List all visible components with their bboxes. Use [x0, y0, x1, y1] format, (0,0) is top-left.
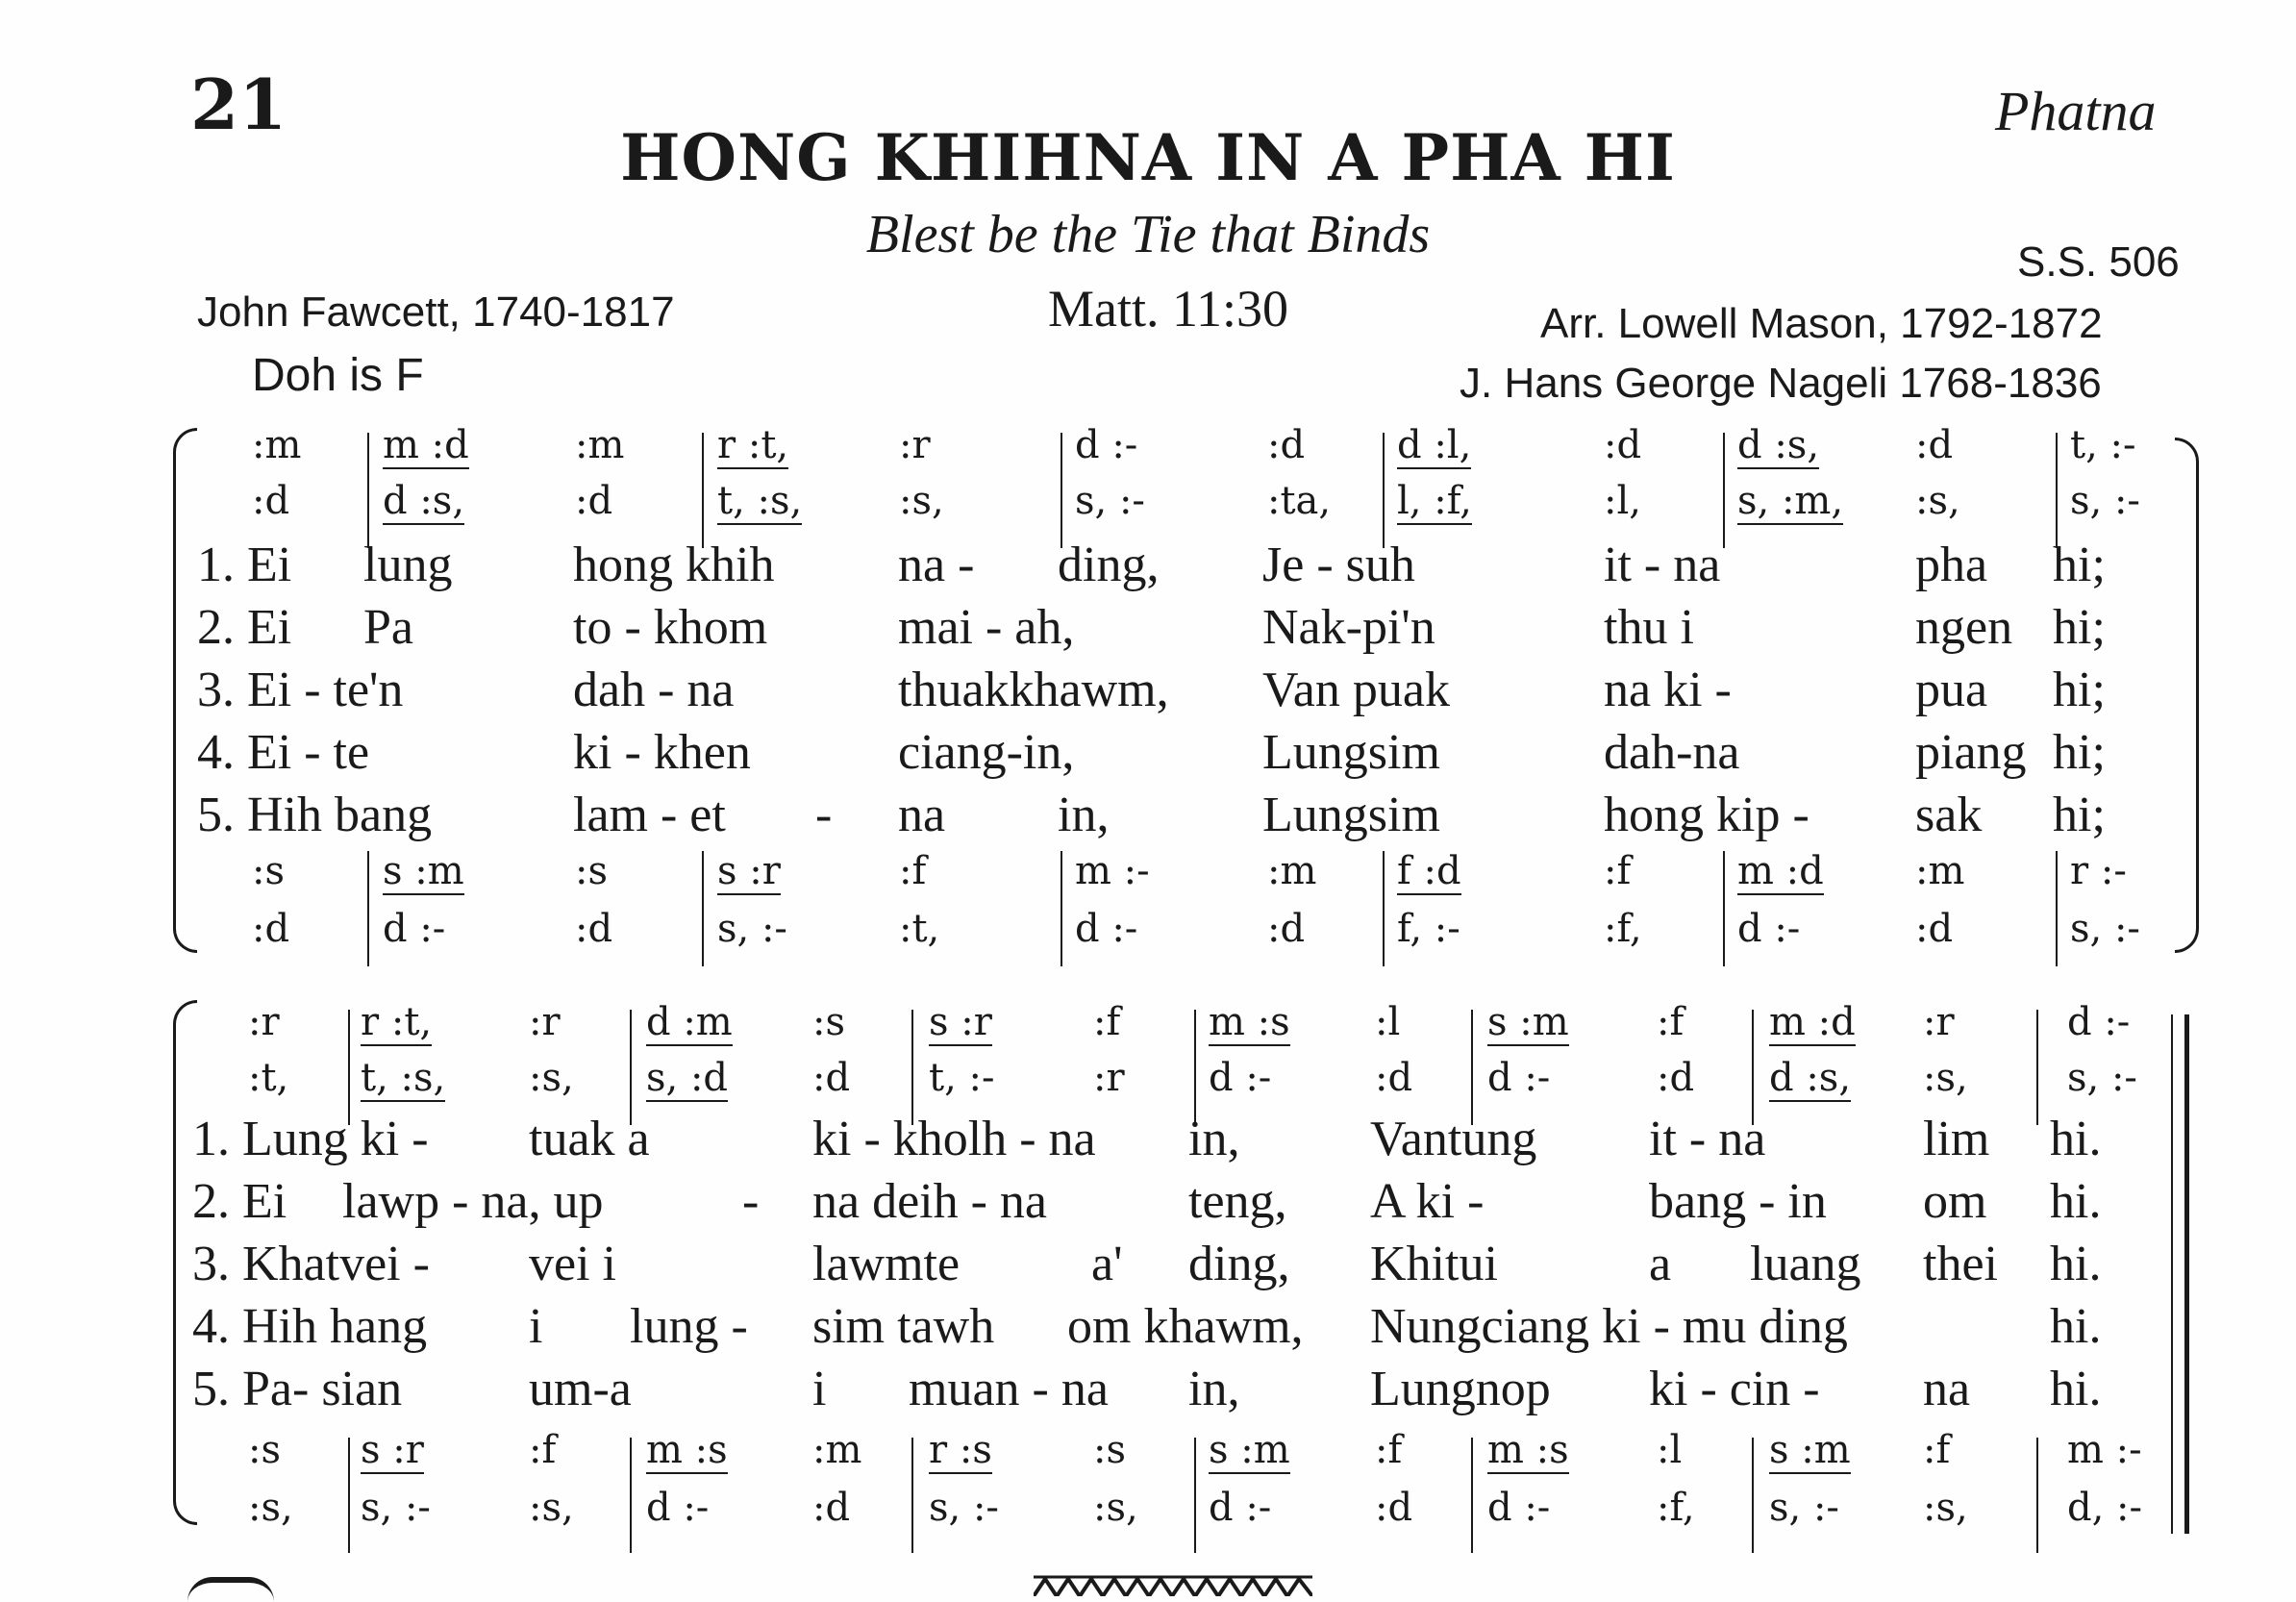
lyric-word: hi. — [2050, 1174, 2102, 1229]
verse-2-lyrics — [0, 599, 2296, 657]
bass-line — [0, 1486, 2296, 1543]
note: m :- — [1075, 849, 1150, 893]
note: :d — [252, 479, 290, 523]
decorative-ornament — [1034, 1573, 1312, 1596]
note: :s — [812, 1000, 846, 1044]
note: :f — [899, 849, 927, 893]
verse-1-lyrics — [0, 1111, 2296, 1168]
note: :m — [252, 423, 302, 467]
note: :s, — [529, 1486, 574, 1530]
note: :l, — [1604, 479, 1641, 523]
verse-4-lyrics — [0, 1298, 2296, 1356]
note: :r — [1923, 1000, 1955, 1044]
lyric-word: om — [1923, 1174, 1987, 1229]
lyric-word: na ki - — [1604, 663, 1732, 717]
note: d :- — [1487, 1486, 1551, 1530]
lyric-word: om khawm, — [1067, 1299, 1304, 1354]
lyric-word: 1. Ei — [197, 538, 292, 592]
note: :f, — [1604, 907, 1642, 951]
lyric-word: - — [742, 1174, 760, 1229]
lyric-word: luang — [1750, 1237, 1861, 1291]
lyric-word: hi; — [2053, 663, 2106, 717]
lyric-word: thu i — [1604, 600, 1694, 655]
note: d :m — [646, 1000, 733, 1044]
lyric-word: ding, — [1188, 1237, 1290, 1291]
note: :d — [575, 907, 613, 951]
note: :s, — [248, 1486, 293, 1530]
lyric-word: sak — [1915, 788, 1983, 842]
arranger-credit: Arr. Lowell Mason, 1792-1872 — [1540, 300, 2103, 347]
lyric-word: hi. — [2050, 1362, 2102, 1416]
note: :t, — [899, 907, 940, 951]
note: t, :- — [2070, 423, 2136, 467]
note: d :- — [1075, 423, 1138, 467]
lyric-word: ding, — [1058, 538, 1160, 592]
lyric-word: A ki - — [1370, 1174, 1485, 1229]
verse-5-lyrics — [0, 1361, 2296, 1418]
note: r :t, — [717, 423, 789, 467]
note: s, :- — [2070, 907, 2140, 951]
lyric-word: 4. Ei - te — [197, 725, 370, 780]
lyric-word: in, — [1188, 1112, 1240, 1166]
note: :s — [252, 849, 286, 893]
lyric-word: mai - ah, — [898, 600, 1075, 655]
lyric-word: Lungsim — [1262, 788, 1440, 842]
note: d :- — [1737, 907, 1801, 951]
alto-line — [0, 1056, 2296, 1114]
lyric-word: hi; — [2053, 600, 2106, 655]
note: s :m — [1769, 1428, 1851, 1472]
lyric-word: Pa — [363, 600, 413, 655]
note: d, :- — [2067, 1486, 2143, 1530]
note: :r — [529, 1000, 561, 1044]
note: :f — [1604, 849, 1632, 893]
note: f, :- — [1397, 907, 1460, 951]
note: s, :- — [1075, 479, 1145, 523]
lyric-word: na — [898, 788, 946, 842]
lyric-word: in, — [1058, 788, 1110, 842]
note: t, :s, — [361, 1056, 446, 1100]
lyric-word: hi; — [2053, 538, 2106, 592]
lyric-word: na deih - na — [812, 1174, 1048, 1229]
lyric-word: dah - na — [573, 663, 735, 717]
note: :r — [899, 423, 931, 467]
lyric-word: Lungsim — [1262, 725, 1440, 780]
note: s, :- — [2070, 479, 2140, 523]
note: f :d — [1397, 849, 1461, 893]
lyric-word: thei — [1923, 1237, 1998, 1291]
lyric-word: vei i — [529, 1237, 616, 1291]
note: s, :- — [929, 1486, 999, 1530]
note: :d — [252, 907, 290, 951]
bass-line — [0, 907, 2296, 964]
note: d :s, — [1737, 423, 1820, 467]
note: s, :- — [1769, 1486, 1839, 1530]
note: :f — [529, 1428, 557, 1472]
lyric-word: 3. Ei - te'n — [197, 663, 404, 717]
hymn-subtitle: Blest be the Tie that Binds — [865, 205, 1431, 264]
music-system-1 — [0, 423, 2296, 981]
note: :d — [1915, 907, 1954, 951]
verse-2-lyrics — [0, 1173, 2296, 1231]
note: :d — [1375, 1486, 1413, 1530]
lyric-word: it - na — [1604, 538, 1721, 592]
verse-5-lyrics — [0, 787, 2296, 844]
note: d :- — [383, 907, 446, 951]
lyric-word: 2. Ei — [197, 600, 292, 655]
lyric-word: pua — [1915, 663, 1988, 717]
lyric-word: in, — [1188, 1362, 1240, 1416]
note: d :- — [2067, 1000, 2131, 1044]
lyric-word: hong kip - — [1604, 788, 1809, 842]
lyric-word: lawmte — [812, 1237, 961, 1291]
lyric-word: Je - suh — [1262, 538, 1415, 592]
note: :ta, — [1267, 479, 1332, 523]
tune-reference: S.S. 506 — [2017, 238, 2180, 286]
note: :m — [1267, 849, 1317, 893]
note: m :d — [1769, 1000, 1856, 1044]
tenor-line — [0, 849, 2296, 907]
key-signature: Doh is F — [252, 350, 424, 401]
note: r :- — [2070, 849, 2127, 893]
lyric-word: to - khom — [573, 600, 768, 655]
note: :s, — [529, 1056, 574, 1100]
lyric-word: 1. Lung ki - — [192, 1112, 429, 1166]
lyric-word: pha — [1915, 538, 1988, 592]
lyric-word: tuak a — [529, 1112, 650, 1166]
note: :r — [248, 1000, 280, 1044]
lyric-word: hi. — [2050, 1299, 2102, 1354]
lyric-word: na — [1923, 1362, 1971, 1416]
note: s, :- — [2067, 1056, 2137, 1100]
lyric-word: Nungciang ki - mu ding — [1370, 1299, 1848, 1354]
note: s :r — [717, 849, 781, 893]
note: :f — [1923, 1428, 1951, 1472]
lyric-word: teng, — [1188, 1174, 1287, 1229]
verse-3-lyrics — [0, 662, 2296, 719]
hymn-category: Phatna — [1995, 80, 2157, 142]
note: :f — [1093, 1000, 1121, 1044]
note: :d — [1915, 423, 1954, 467]
note: r :t, — [361, 1000, 433, 1044]
note: m :d — [383, 423, 469, 467]
note: :s — [575, 849, 609, 893]
lyric-word: i — [812, 1362, 827, 1416]
note: :s, — [1093, 1486, 1138, 1530]
lyric-word: ki - kholh - na — [812, 1112, 1096, 1166]
lyric-word: lung - — [630, 1299, 748, 1354]
note: l, :f, — [1397, 479, 1472, 523]
lyric-word: Vantung — [1370, 1112, 1537, 1166]
note: s :m — [383, 849, 464, 893]
note: :d — [1604, 423, 1642, 467]
note: m :d — [1737, 849, 1824, 893]
note: d :- — [1487, 1056, 1551, 1100]
author-credit: John Fawcett, 1740-1817 — [197, 288, 675, 336]
note: d :- — [1209, 1056, 1272, 1100]
note: :f, — [1657, 1486, 1695, 1530]
note: m :s — [1487, 1428, 1569, 1472]
lyric-word: hong khih — [573, 538, 775, 592]
note: :m — [575, 423, 625, 467]
lyric-word: a — [1649, 1237, 1672, 1291]
note: :d — [812, 1056, 851, 1100]
note: t, :s, — [717, 479, 803, 523]
note: d :l, — [1397, 423, 1472, 467]
lyric-word: lam - et — [573, 788, 726, 842]
note: :m — [812, 1428, 862, 1472]
note: :f — [1657, 1000, 1685, 1044]
note: :d — [575, 479, 613, 523]
note: :d — [1375, 1056, 1413, 1100]
note: :s, — [1915, 479, 1960, 523]
lyric-word: 4. Hih hang — [192, 1299, 428, 1354]
note: d :- — [646, 1486, 710, 1530]
lyric-word: 5. Pa- sian — [192, 1362, 403, 1416]
lyric-word: um-a — [529, 1362, 632, 1416]
lyric-word: ciang-in, — [898, 725, 1075, 780]
note: m :s — [646, 1428, 728, 1472]
lyric-word: Van puak — [1262, 663, 1450, 717]
lyric-word: 3. Khatvei - — [192, 1237, 430, 1291]
note: :d — [1657, 1056, 1695, 1100]
note: d :s, — [383, 479, 465, 523]
lyric-word: hi. — [2050, 1237, 2102, 1291]
note: s, :d — [646, 1056, 729, 1100]
note: :t, — [248, 1056, 289, 1100]
note: m :- — [2067, 1428, 2142, 1472]
lyric-word: lawp - na, up — [342, 1174, 604, 1229]
soprano-line — [0, 1000, 2296, 1058]
hymn-number: 21 — [190, 63, 287, 145]
lyric-word: ki - cin - — [1649, 1362, 1820, 1416]
note: :s — [1093, 1428, 1127, 1472]
note: :l — [1657, 1428, 1683, 1472]
lyric-word: ngen — [1915, 600, 2013, 655]
lyric-word: Nak-pi'n — [1262, 600, 1435, 655]
lyric-word: sim tawh — [812, 1299, 995, 1354]
lyric-word: Lungnop — [1370, 1362, 1551, 1416]
lyric-word: a' — [1091, 1237, 1123, 1291]
music-system-2 — [0, 1000, 2296, 1558]
note: :s, — [1923, 1486, 1968, 1530]
tenor-line — [0, 1428, 2296, 1486]
note: s :r — [361, 1428, 424, 1472]
composer-credit: J. Hans George Nageli 1768-1836 — [1460, 360, 2102, 407]
verse-1-lyrics — [0, 537, 2296, 594]
lyric-word: dah-na — [1604, 725, 1740, 780]
lyric-word: hi. — [2050, 1112, 2102, 1166]
verse-4-lyrics — [0, 724, 2296, 782]
verse-3-lyrics — [0, 1236, 2296, 1293]
lyric-word: ki - khen — [573, 725, 751, 780]
lyric-word: Khitui — [1370, 1237, 1498, 1291]
next-hymn-number-cropped — [187, 1577, 274, 1602]
note: :f — [1375, 1428, 1403, 1472]
note: s :m — [1487, 1000, 1569, 1044]
lyric-word: muan - na — [909, 1362, 1109, 1416]
note: :s, — [1923, 1056, 1968, 1100]
note: t, :- — [929, 1056, 995, 1100]
soprano-line — [0, 423, 2296, 481]
note: d :- — [1075, 907, 1138, 951]
lyric-word: bang - in — [1649, 1174, 1827, 1229]
note: s, :m, — [1737, 479, 1844, 523]
lyric-word: lim — [1923, 1112, 1990, 1166]
note: d :s, — [1769, 1056, 1852, 1100]
note: :l — [1375, 1000, 1401, 1044]
lyric-word: na - — [898, 538, 975, 592]
note: :r — [1093, 1056, 1125, 1100]
note: :m — [1915, 849, 1965, 893]
note: :s — [248, 1428, 282, 1472]
note: s, :- — [361, 1486, 431, 1530]
lyric-word: lung — [363, 538, 453, 592]
note: :s, — [899, 479, 944, 523]
note: s :r — [929, 1000, 992, 1044]
scripture-reference: Matt. 11:30 — [1048, 280, 1288, 338]
lyric-word: 5. Hih bang — [197, 788, 433, 842]
hymn-title: HONG KHIHNA IN A PHA HI — [620, 120, 1676, 195]
note: :d — [1267, 423, 1306, 467]
lyric-word: i — [529, 1299, 543, 1354]
note: :d — [1267, 907, 1306, 951]
lyric-word: thuakkhawm, — [898, 663, 1169, 717]
note: m :s — [1209, 1000, 1290, 1044]
lyric-word: hi; — [2053, 788, 2106, 842]
note: :d — [812, 1486, 851, 1530]
lyric-word: - — [815, 788, 833, 842]
note: r :s — [929, 1428, 992, 1472]
lyric-word: 2. Ei — [192, 1174, 287, 1229]
alto-line — [0, 479, 2296, 537]
lyric-word: piang — [1915, 725, 2027, 780]
note: s :m — [1209, 1428, 1290, 1472]
lyric-word: hi; — [2053, 725, 2106, 780]
lyric-word: it - na — [1649, 1112, 1766, 1166]
note: s, :- — [717, 907, 787, 951]
note: d :- — [1209, 1486, 1272, 1530]
